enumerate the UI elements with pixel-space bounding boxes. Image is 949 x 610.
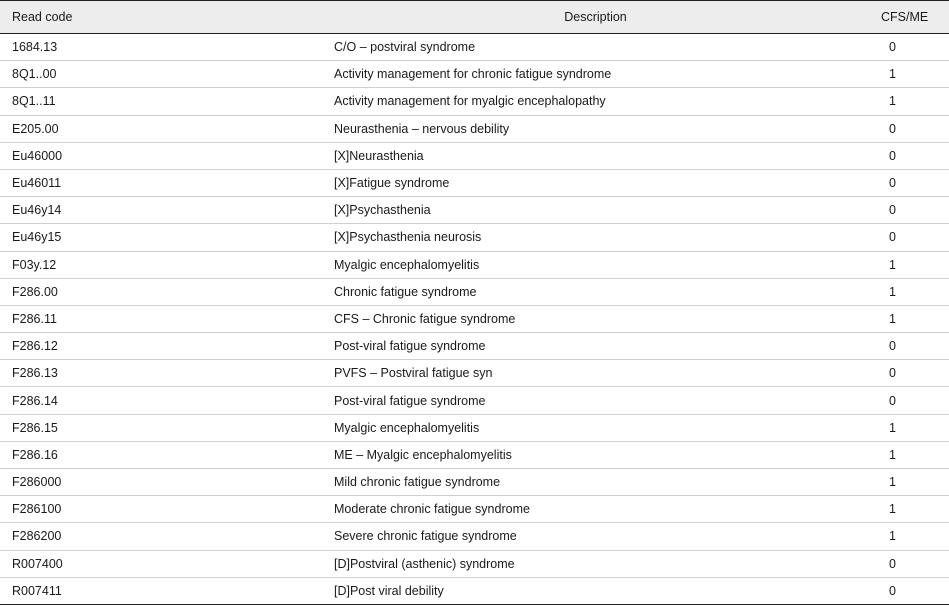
table-row xyxy=(0,550,949,577)
cfs-me-flag-cell: 1 xyxy=(859,251,949,278)
description-cell: [X]Neurasthenia xyxy=(332,142,859,169)
read-code-cell: F286.12 xyxy=(0,333,332,360)
table-body xyxy=(0,34,949,605)
description-cell: Post-viral fatigue syndrome xyxy=(332,333,859,360)
description-cell: C/O – postviral syndrome xyxy=(332,34,859,61)
cfs-me-flag-cell: 1 xyxy=(859,469,949,496)
read-code-cell: F286.11 xyxy=(0,305,332,332)
cfs-me-flag-cell: 0 xyxy=(859,360,949,387)
read-code-cell: 1684.13 xyxy=(0,34,332,61)
table-row xyxy=(0,88,949,115)
description-cell: ME – Myalgic encephalomyelitis xyxy=(332,441,859,468)
cfs-me-flag-cell: 0 xyxy=(859,387,949,414)
cfs-me-flag-cell: 0 xyxy=(859,34,949,61)
description-cell: Neurasthenia – nervous debility xyxy=(332,115,859,142)
column-header-read-code: Read code xyxy=(0,1,332,34)
read-code-cell: F286.15 xyxy=(0,414,332,441)
description-cell: PVFS – Postviral fatigue syn xyxy=(332,360,859,387)
table-row xyxy=(0,61,949,88)
table-row xyxy=(0,441,949,468)
cfs-me-flag-cell: 1 xyxy=(859,88,949,115)
cfs-me-flag-cell: 0 xyxy=(859,577,949,604)
cfs-me-flag-cell: 0 xyxy=(859,333,949,360)
read-code-cell: F286100 xyxy=(0,496,332,523)
read-code-cell: Eu46y15 xyxy=(0,224,332,251)
description-cell: [D]Post viral debility xyxy=(332,577,859,604)
table-row xyxy=(0,496,949,523)
cfs-me-flag-cell: 1 xyxy=(859,305,949,332)
description-cell: Moderate chronic fatigue syndrome xyxy=(332,496,859,523)
description-cell: Severe chronic fatigue syndrome xyxy=(332,523,859,550)
cfs-me-flag-cell: 1 xyxy=(859,496,949,523)
table-row xyxy=(0,305,949,332)
description-cell: Activity management for myalgic encephalopathy xyxy=(332,88,859,115)
cfs-me-flag-cell: 1 xyxy=(859,61,949,88)
table-row xyxy=(0,577,949,604)
description-cell: Post-viral fatigue syndrome xyxy=(332,387,859,414)
table-row xyxy=(0,523,949,550)
description-cell: Myalgic encephalomyelitis xyxy=(332,251,859,278)
read-code-cell: Eu46011 xyxy=(0,169,332,196)
table-row xyxy=(0,414,949,441)
cfs-me-flag-cell: 0 xyxy=(859,224,949,251)
table-row xyxy=(0,197,949,224)
read-code-cell: F286.14 xyxy=(0,387,332,414)
cfs-me-flag-cell: 1 xyxy=(859,278,949,305)
description-cell: [X]Psychasthenia neurosis xyxy=(332,224,859,251)
read-code-cell: F286.00 xyxy=(0,278,332,305)
cfs-me-flag-cell: 1 xyxy=(859,414,949,441)
read-code-cell: R007411 xyxy=(0,577,332,604)
cfs-me-flag-cell: 1 xyxy=(859,523,949,550)
read-code-cell: 8Q1..11 xyxy=(0,88,332,115)
read-code-cell: F286.16 xyxy=(0,441,332,468)
read-code-cell: Eu46y14 xyxy=(0,197,332,224)
description-cell: CFS – Chronic fatigue syndrome xyxy=(332,305,859,332)
table-row xyxy=(0,115,949,142)
read-code-cell: F286000 xyxy=(0,469,332,496)
description-cell: Mild chronic fatigue syndrome xyxy=(332,469,859,496)
table-row xyxy=(0,387,949,414)
description-cell: [D]Postviral (asthenic) syndrome xyxy=(332,550,859,577)
read-code-cell: 8Q1..00 xyxy=(0,61,332,88)
description-cell: Myalgic encephalomyelitis xyxy=(332,414,859,441)
table-row xyxy=(0,34,949,61)
cfs-me-flag-cell: 0 xyxy=(859,115,949,142)
description-cell: [X]Fatigue syndrome xyxy=(332,169,859,196)
read-code-cell: R007400 xyxy=(0,550,332,577)
table-row xyxy=(0,224,949,251)
table-header xyxy=(0,1,949,34)
read-code-cell: E205.00 xyxy=(0,115,332,142)
table-row xyxy=(0,469,949,496)
table-row xyxy=(0,169,949,196)
description-cell: Activity management for chronic fatigue syndrome xyxy=(332,61,859,88)
read-code-cell: F03y.12 xyxy=(0,251,332,278)
table-row xyxy=(0,360,949,387)
description-cell: Chronic fatigue syndrome xyxy=(332,278,859,305)
column-header-cfs-me: CFS/ME xyxy=(859,1,949,34)
cfs-me-flag-cell: 0 xyxy=(859,142,949,169)
cfs-me-flag-cell: 1 xyxy=(859,441,949,468)
column-header-description: Description xyxy=(332,1,859,34)
table-row xyxy=(0,142,949,169)
cfs-me-flag-cell: 0 xyxy=(859,197,949,224)
table-row xyxy=(0,251,949,278)
table-row xyxy=(0,278,949,305)
description-cell: [X]Psychasthenia xyxy=(332,197,859,224)
table-row xyxy=(0,333,949,360)
cfs-me-flag-cell: 0 xyxy=(859,550,949,577)
read-code-cell: Eu46000 xyxy=(0,142,332,169)
read-code-cell: F286.13 xyxy=(0,360,332,387)
read-code-cell: F286200 xyxy=(0,523,332,550)
cfs-me-flag-cell: 0 xyxy=(859,169,949,196)
header-row xyxy=(0,1,949,34)
